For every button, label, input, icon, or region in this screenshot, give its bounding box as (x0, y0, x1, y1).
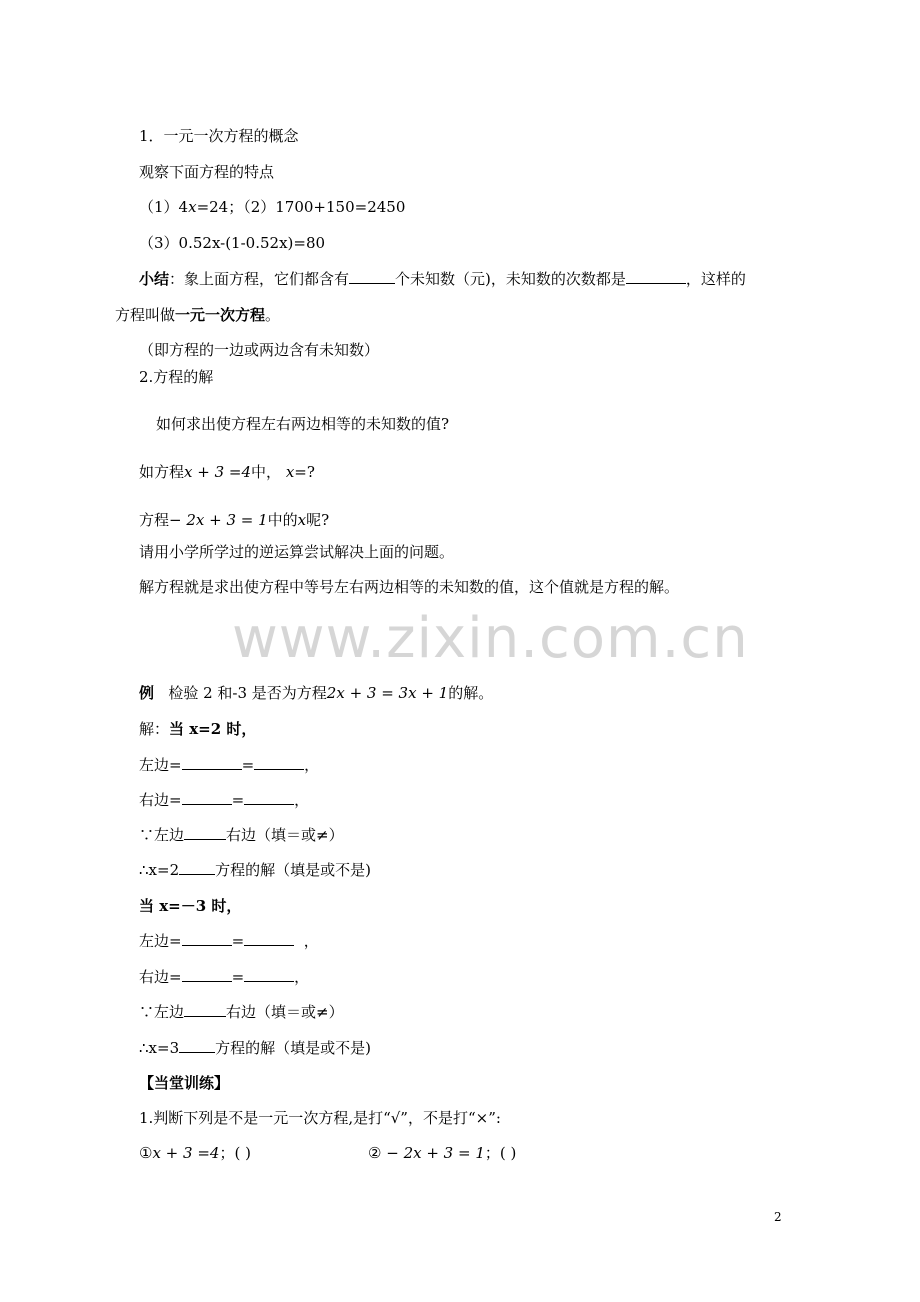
blank-left-1a[interactable] (182, 755, 242, 770)
left-side-2: 左边= = ， (139, 932, 319, 950)
right-side-1: 右边= = ， (139, 791, 310, 809)
blank-left-2b[interactable] (244, 931, 294, 946)
therefore-line-1: ∴x=2 方程的解（填是或不是) (139, 861, 371, 879)
blank-right-1a[interactable] (182, 790, 232, 805)
blank-compare-2[interactable] (184, 1002, 226, 1017)
observe-line: 观察下面方程的特点 (139, 163, 275, 181)
left-side-1: 左边= = ， (139, 756, 320, 774)
definition-line: 解方程就是求出使方程中等号左右两边相等的未知数的值，这个值就是方程的解。 (139, 578, 680, 596)
section-heading-concept: 1．一元一次方程的概念 (139, 127, 299, 145)
blank-left-2a[interactable] (182, 931, 232, 946)
question-1: 如方程x + 3 =4中， x=? (139, 463, 315, 481)
answer-paren-2[interactable]: ；( ) (484, 1144, 517, 1162)
solution-line: 解：当 x=2 时， (139, 720, 257, 738)
blank-right-1b[interactable] (244, 790, 294, 805)
practice-question-1: 1.判断下列是不是一元一次方程,是打“√”，不是打“×”: (139, 1109, 501, 1127)
watermark: www.zixin.com.cn (232, 606, 749, 671)
example-line: 例 检验 2 和-3 是否为方程2x + 3 = 3x + 1的解。 (139, 684, 494, 702)
summary-line-2: 方程叫做一元一次方程。 (115, 306, 281, 324)
equation-line-1: （1）4x=24；（2）1700+150=2450 (139, 198, 406, 216)
blank-right-2a[interactable] (182, 967, 232, 982)
question-line: 如何求出使方程左右两边相等的未知数的值? (156, 415, 450, 433)
question-2: 方程− 2x + 3 = 1中的x呢? (139, 511, 330, 529)
blank-unknown-count[interactable] (349, 269, 395, 284)
blank-right-2b[interactable] (244, 967, 294, 982)
practice-heading: 【当堂训练】 (139, 1074, 230, 1092)
note-line: （即方程的一边或两边含有未知数） (139, 341, 380, 359)
because-line-2: ∵左边 右边（填＝或≠） (139, 1003, 344, 1021)
blank-compare-1[interactable] (184, 825, 226, 840)
right-side-2: 右边= = ， (139, 968, 310, 986)
blank-degree[interactable] (626, 269, 686, 284)
hint-line: 请用小学所学过的逆运算尝试解决上面的问题。 (139, 543, 455, 561)
blank-is-solution-2[interactable] (179, 1038, 215, 1053)
therefore-line-2: ∴x=3 方程的解（填是或不是) (139, 1039, 371, 1057)
blank-left-1b[interactable] (254, 755, 304, 770)
because-line-1: ∵左边 右边（填＝或≠） (139, 826, 344, 844)
blank-is-solution-1[interactable] (179, 860, 215, 875)
summary-line: 小结：象上面方程，它们都含有 个未知数（元)，未知数的次数都是 ，这样的 (139, 270, 746, 288)
case-2-line: 当 x=－3 时， (139, 897, 242, 915)
page-number: 2 (774, 1210, 782, 1224)
practice-item-2: ② − 2x + 3 = 1；( ) (368, 1144, 517, 1162)
section-heading-solution: 2.方程的解 (139, 368, 214, 386)
answer-paren-1[interactable]: ；( ) (219, 1144, 251, 1162)
equation-line-2: （3）0.52x-(1-0.52x)=80 (139, 234, 326, 252)
practice-item-1: ①x + 3 =4；( ) (139, 1144, 251, 1162)
